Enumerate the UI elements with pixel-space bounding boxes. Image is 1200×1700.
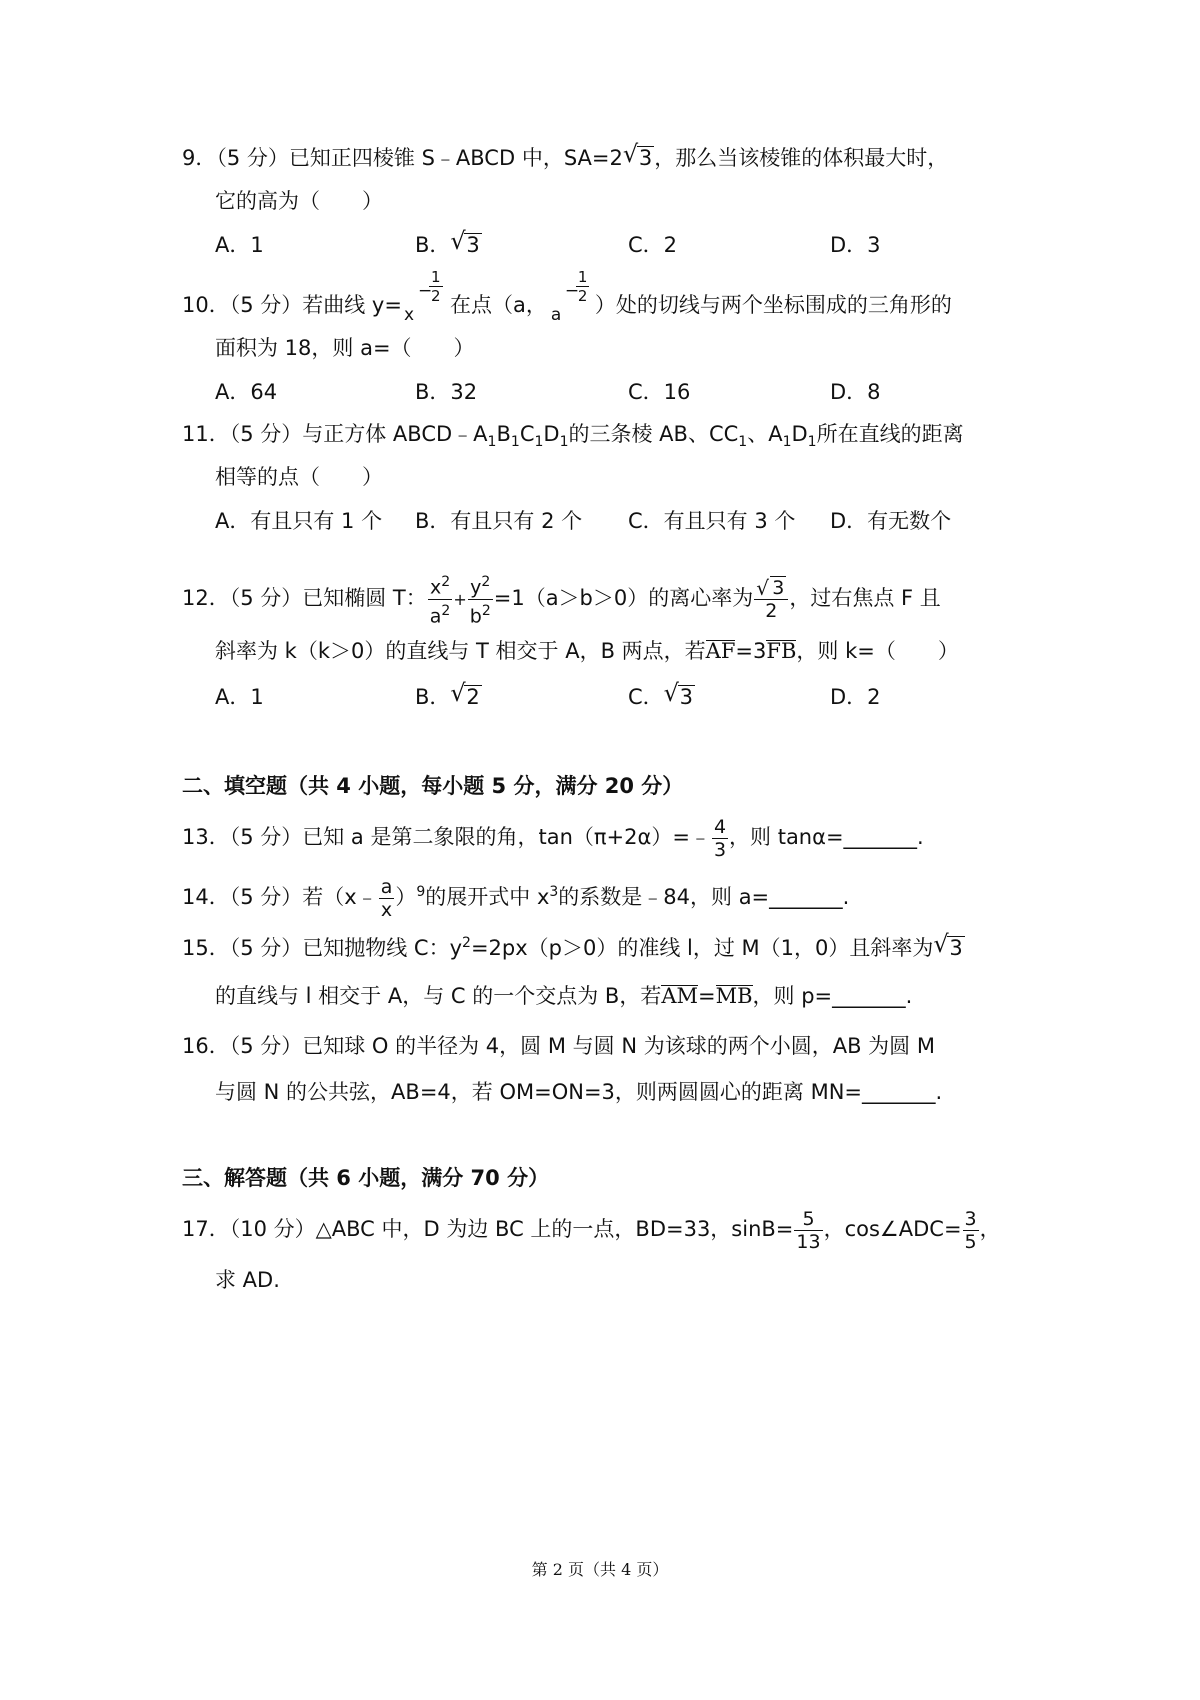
q12-option-d: D．2 [830,685,881,709]
q10-option-b: B．32 [415,380,478,404]
question-12-line2: 斜率为 k（k＞0）的直线与 T 相交于 A，B 两点，若AF=3FB，则 k=（ ） [215,639,959,663]
question-10-line2: 面积为 18，则 a=（ ） [215,336,475,360]
q9-option-b: B． √ 3 [415,227,480,257]
question-17-line1: 17．（10 分）△ABC 中，D 为边 BC 上的一点，BD=33，sinB= $\frac{5}{13}$ ，cos∠ADC= $\frac{3}{5}$ ， [182,1207,1001,1253]
question-16-line1: 16．（5 分）已知球 O 的半径为 4，圆 M 与圆 N 为该球的两个小圆，AB 为圆 M [182,1034,935,1058]
vector-fb: FB [766,639,797,663]
question-11-line1: 11．（5 分）与正方体 $ABCD﹣A_1B_1C_1D_1$的三条棱 AB、$CC_1$、$A_1D_1$所在直线的距离 [182,422,964,451]
q12-option-c: C． √ 3 [628,679,694,709]
q9-option-c: C．2 [628,233,678,257]
q11-option-b: B．有且只有 2 个 [415,509,583,533]
q12-option-a: A．1 [215,685,264,709]
question-13: 13．（5 分）已知 a 是第二象限的角，tan（π+2α）=﹣ $\frac{4}{3}$ ，则 tanα=_______. [182,815,924,861]
section-heading-answer: 三、解答题（共 6 小题，满分 70 分） [182,1166,550,1190]
q12-option-b: B． √ 2 [415,679,480,709]
question-10-line1: 10．（5 分）若曲线 y= x − 1 2 在点（a， a − 1 2 ）处的切线与两个坐标围成的三角形的 [182,268,952,325]
question-9-line2: 它的高为（ ） [215,189,383,213]
q10-option-a: A．64 [215,380,278,404]
sqrt-symbol: √ 3 [622,140,653,170]
q9-option-d: D．3 [830,233,881,257]
q10-option-c: C．16 [628,380,691,404]
question-12-line1: 12．（5 分）已知椭圆 T： $\frac{x^2}{a^2}$ + $\frac{y^2}{b^2}$ =1（a＞b＞0）的离心率为 √ 3 2 ，过右焦点 F 且 [182,568,941,628]
question-14: 14．（5 分）若（x﹣ $\frac{a}{x}$ ）$^9$的展开式中 $x^3$的系数是﹣84，则 a=_______. [182,875,850,921]
q11-option-a: A．有且只有 1 个 [215,509,383,533]
vector-am: AM [661,984,698,1008]
section-heading-fill-blank: 二、填空题（共 4 小题，每小题 5 分，满分 20 分） [182,774,684,798]
q10-option-d: D．8 [830,380,881,404]
vector-af: AF [705,639,736,663]
question-15-line1: 15．（5 分）已知抛物线 C：$y^2=2px(p>0)$的准线 l，过 M（1，0）且斜率为 √ 3 [182,930,963,960]
question-15-line2: 的直线与 l 相交于 A，与 C 的一个交点为 B，若AM=MB，则 p=_______. [215,984,913,1008]
question-17-line2: 求 AD. [215,1268,280,1292]
q11-option-d: D．有无数个 [830,509,952,533]
q11-option-c: C．有且只有 3 个 [628,509,796,533]
page-footer: 第 2 页（共 4 页） [531,1560,669,1579]
vector-mb: MB [715,984,753,1008]
question-16-line2: 与圆 N 的公共弦，AB=4，若 OM=ON=3，则两圆圆心的距离 MN=_______. [215,1080,943,1104]
question-11-line2: 相等的点（ ） [215,465,383,489]
question-9-line1: 9．（5 分）已知正四棱锥 S﹣ABCD 中，SA=2 √ 3，那么当该棱锥的体积最大时， [182,143,948,173]
q9-option-a: A．1 [215,233,264,257]
